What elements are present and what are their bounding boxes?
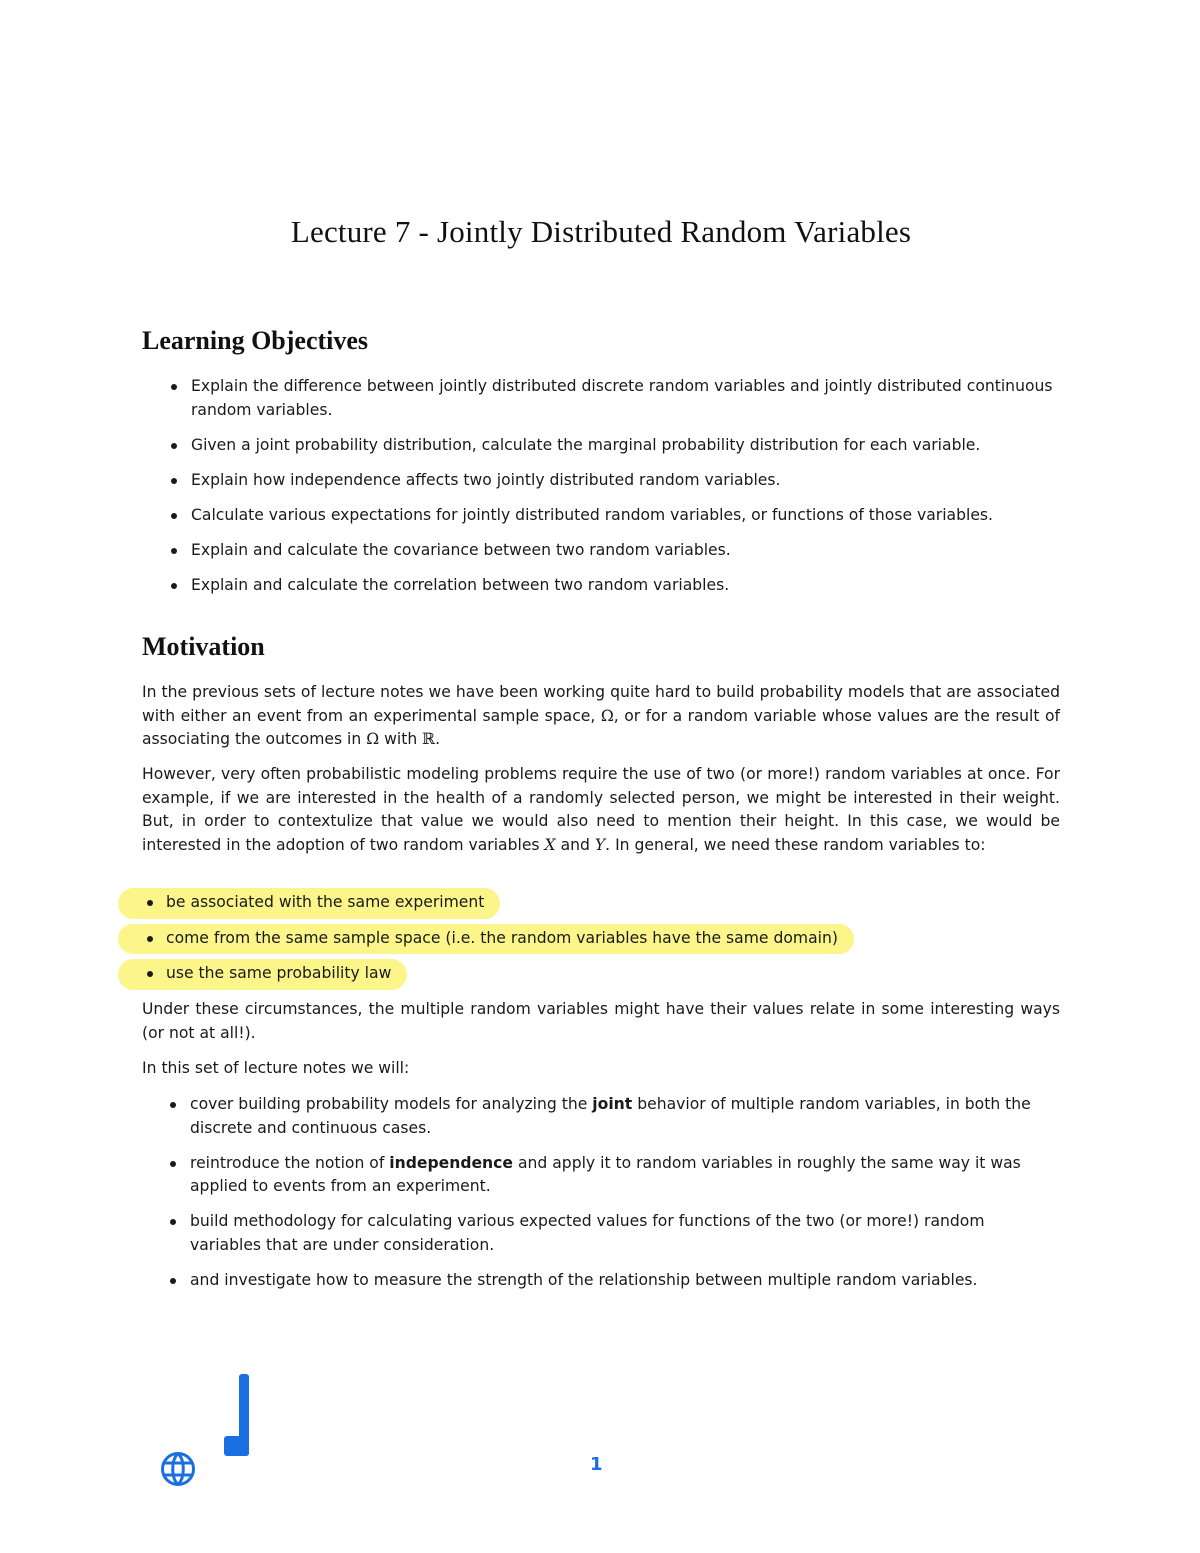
list-item: Explain the difference between jointly distributed discrete random variables and jointly distributed continuous random variables. bbox=[142, 375, 1060, 422]
highlight-mark: come from the same sample space (i.e. the random variables have the same domain) bbox=[118, 924, 854, 955]
bullet-icon bbox=[170, 1102, 176, 1108]
bullet-icon bbox=[170, 1161, 176, 1167]
list-item bbox=[142, 888, 1060, 912]
list-item: build methodology for calculating various expected values for functions of the two (or more!) random variables that are under consideration. bbox=[142, 1210, 1060, 1257]
bullet-icon bbox=[171, 478, 177, 484]
omega-symbol: Ω bbox=[600, 706, 614, 725]
motivation-paragraph-4: In this set of lecture notes we will: bbox=[142, 1059, 410, 1077]
bullet-icon bbox=[170, 1278, 176, 1284]
motivation-paragraph-3: Under these circumstances, the multiple random variables might have their values relate in some interesting ways (or not at all!). bbox=[142, 1000, 1060, 1042]
highlight-mark: be associated with the same experiment bbox=[118, 888, 500, 919]
highlighted-requirements-list bbox=[142, 888, 1060, 995]
list-item: Explain and calculate the covariance between two random variables. bbox=[142, 539, 1060, 563]
motivation-paragraph-1: In the previous sets of lecture notes we have been working quite hard to build probability models that are associated with either an event from an experimental sample space, Ω, or for a random variable whose values are the result of associating the outcomes in Ω with ℝ. bbox=[142, 683, 1060, 748]
motivation-paragraph-2: However, very often probabilistic modeling problems require the use of two (or more!) random variables at once. For example, if we are interested in the health of a randomly selected person, we might be interested in their weight. But, in order to contextulize that value we would also need to mention their height. In this case, we would be interested in the adoption of two random variables X and Y. In general, we need these random variables to: bbox=[142, 765, 1060, 854]
list-item: Given a joint probability distribution, calculate the marginal probability distribution for each variable. bbox=[142, 434, 1060, 458]
list-item: Explain and calculate the correlation between two random variables. bbox=[142, 574, 1060, 598]
bullet-icon bbox=[147, 900, 153, 906]
omega-symbol: Ω bbox=[366, 730, 380, 748]
list-item: Calculate various expectations for jointly distributed random variables, or functions of those variables. bbox=[142, 504, 1060, 528]
motivation-heading: Motivation bbox=[142, 632, 265, 661]
bullet-icon bbox=[171, 443, 177, 449]
globe-icon bbox=[160, 1451, 196, 1487]
lecture-plan-list bbox=[142, 1093, 1060, 1304]
learning-objectives-list bbox=[142, 375, 1060, 609]
list-item bbox=[142, 959, 1060, 983]
list-item: and investigate how to measure the strength of the relationship between multiple random variables. bbox=[142, 1269, 1060, 1293]
bullet-icon bbox=[171, 548, 177, 554]
document-title: Lecture 7 - Jointly Distributed Random Variables bbox=[290, 214, 912, 249]
list-item: Explain how independence affects two jointly distributed random variables. bbox=[142, 469, 1060, 493]
bullet-icon bbox=[147, 971, 153, 977]
brand-logo-icon bbox=[222, 1374, 254, 1458]
bullet-icon bbox=[170, 1219, 176, 1225]
bullet-icon bbox=[171, 384, 177, 390]
bullet-icon bbox=[147, 936, 153, 942]
bullet-icon bbox=[171, 583, 177, 589]
reals-symbol: ℝ bbox=[422, 730, 436, 748]
bullet-icon bbox=[171, 513, 177, 519]
list-item: cover building probability models for analyzing the joint behavior of multiple random variables, in both the discrete and continuous cases. bbox=[142, 1093, 1060, 1140]
list-item: reintroduce the notion of independence and apply it to random variables in roughly the same way it was applied to events from an experiment. bbox=[142, 1152, 1060, 1199]
page-number: 1 bbox=[590, 1454, 603, 1475]
highlight-mark: use the same probability law bbox=[118, 959, 407, 990]
variable-y: Y bbox=[594, 835, 606, 854]
variable-x: X bbox=[544, 835, 556, 854]
learning-objectives-heading: Learning Objectives bbox=[142, 326, 369, 355]
list-item bbox=[142, 924, 1060, 948]
